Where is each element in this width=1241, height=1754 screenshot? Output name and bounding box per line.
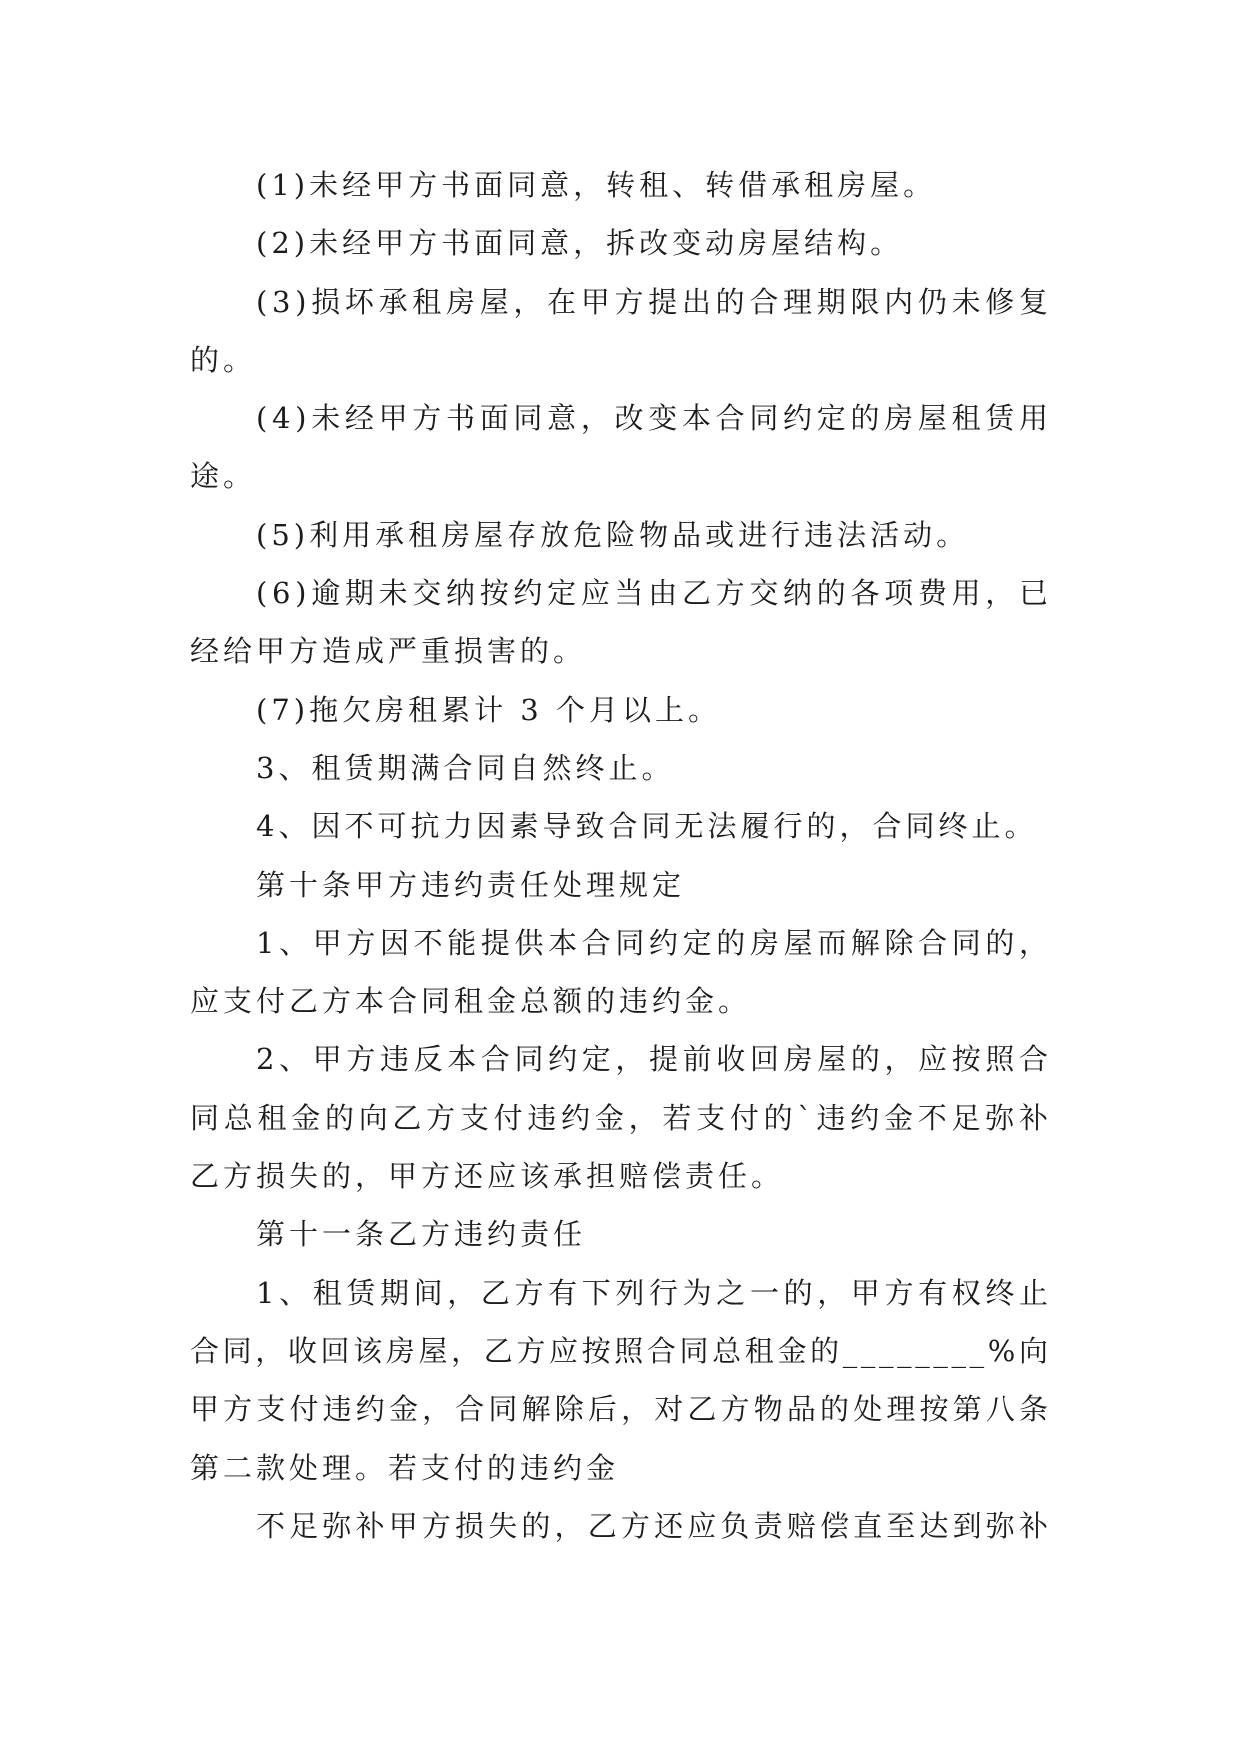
paragraph	[190, 914, 1053, 1031]
paragraph	[190, 506, 1048, 564]
paragraph-line: 2、甲方违反本合同约定，提前收回房屋的，应按照合	[256, 1042, 1053, 1077]
paragraph-line: 第二款处理。若支付的违约金	[190, 1450, 620, 1485]
paragraph-line: 4、因不可抗力因素导致合同无法履行的，合同终止。	[256, 809, 1038, 844]
paragraph	[190, 214, 1048, 272]
paragraph	[190, 1030, 1053, 1205]
paragraph	[190, 797, 1048, 855]
paragraph-line: 不足弥补甲方损失的，乙方还应负责赔偿直至达到弥补	[256, 1508, 1053, 1543]
document-body	[190, 156, 1053, 1555]
section-heading-text: 第十一条乙方违约责任	[256, 1217, 587, 1252]
paragraph-line: (3)损坏承租房屋，在甲方提出的合理期限内仍未修复	[256, 284, 1053, 319]
paragraph	[190, 1497, 1053, 1555]
paragraph-line: (1)未经甲方书面同意，转租、转借承租房屋。	[256, 168, 937, 202]
paragraph-line: 甲方支付违约金，合同解除后，对乙方物品的处理按第八条	[190, 1392, 1053, 1427]
paragraph-line: (5)利用承租房屋存放危险物品或进行违法活动。	[256, 517, 970, 552]
paragraph-line: 1、租赁期间，乙方有下列行为之一的，甲方有权终止	[256, 1275, 1053, 1310]
paragraph	[190, 156, 1048, 214]
paragraph	[190, 564, 1053, 681]
paragraph-line: 3、租赁期满合同自然终止。	[256, 750, 675, 785]
paragraph-line: (2)未经甲方书面同意，拆改变动房屋结构。	[256, 226, 904, 261]
section-heading-text: 第十条甲方违约责任处理规定	[256, 867, 686, 902]
paragraph-line: 应支付乙方本合同租金总额的违约金。	[190, 984, 752, 1019]
paragraph-line: 途。	[190, 459, 257, 494]
paragraph-line: 同总租金的向乙方支付违约金，若支付的`违约金不足弥补	[190, 1100, 1053, 1135]
paragraph	[190, 681, 1048, 739]
paragraph-line: (4)未经甲方书面同意，改变本合同约定的房屋租赁用	[256, 401, 1053, 436]
paragraph	[190, 273, 1053, 390]
paragraph	[190, 1264, 1053, 1497]
section-heading	[190, 856, 1048, 914]
section-heading	[190, 1205, 1048, 1263]
paragraph-line: (7)拖欠房租累计 3 个月以上。	[256, 692, 721, 727]
paragraph-line: 1、甲方因不能提供本合同约定的房屋而解除合同的，	[256, 925, 1053, 960]
paragraph	[190, 389, 1053, 506]
paragraph	[190, 739, 1048, 797]
paragraph-line: 合同，收回该房屋，乙方应按照合同总租金的________%向	[190, 1333, 1052, 1368]
paragraph-line: 经给甲方造成严重损害的。	[190, 634, 587, 669]
paragraph-line: (6)逾期未交纳按约定应当由乙方交纳的各项费用，已	[256, 576, 1053, 611]
paragraph-line: 的。	[190, 342, 257, 377]
paragraph-line: 乙方损失的，甲方还应该承担赔偿责任。	[190, 1159, 785, 1194]
